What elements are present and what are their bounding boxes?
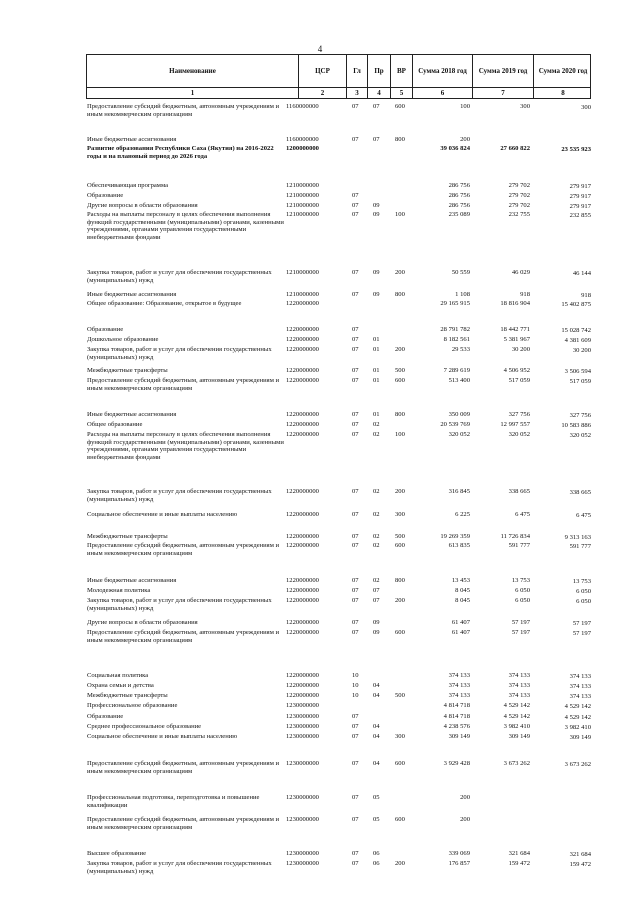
row-gl: 07 xyxy=(352,367,359,374)
header-sum-2019: Сумма 2019 год xyxy=(473,55,534,87)
row-pr: 02 xyxy=(373,488,380,495)
row-pr: 06 xyxy=(373,850,380,857)
row-sum-2020: 300 xyxy=(581,104,591,111)
row-pr: 09 xyxy=(373,202,380,209)
row-name: Другие вопросы в области образования xyxy=(87,202,198,209)
row-csr: 1230000000 xyxy=(286,816,319,823)
row-pr: 09 xyxy=(373,291,380,298)
row-name: Общее образование xyxy=(87,421,143,428)
row-sum-2018: 28 791 782 xyxy=(440,326,470,333)
row-pr: 01 xyxy=(373,367,380,374)
row-vr: 200 xyxy=(395,597,405,604)
row-sum-2019: 232 755 xyxy=(508,211,530,218)
header-vr: ВР xyxy=(391,55,413,87)
row-name: Обеспечивающая программа xyxy=(87,182,169,189)
row-gl: 07 xyxy=(352,411,359,418)
row-sum-2020: 9 313 163 xyxy=(564,534,591,541)
row-sum-2020: 6 475 xyxy=(576,512,591,519)
row-name: Межбюджетные трансферты xyxy=(87,692,168,699)
row-sum-2018: 200 xyxy=(460,136,470,143)
row-gl: 10 xyxy=(352,692,359,699)
row-gl: 07 xyxy=(352,794,359,801)
table-header xyxy=(86,54,591,88)
row-vr: 800 xyxy=(395,411,405,418)
row-pr: 04 xyxy=(373,760,380,767)
row-pr: 02 xyxy=(373,421,380,428)
row-pr: 05 xyxy=(373,794,380,801)
row-sum-2020: 4 529 142 xyxy=(564,714,591,721)
row-sum-2019: 46 029 xyxy=(511,269,530,276)
header-num-7: 7 xyxy=(473,87,534,98)
header-csr: ЦСР xyxy=(299,55,347,87)
row-pr: 01 xyxy=(373,346,380,353)
row-sum-2018: 8 182 561 xyxy=(443,336,470,343)
row-sum-2019: 591 777 xyxy=(508,542,530,549)
row-sum-2020: 46 144 xyxy=(572,270,591,277)
row-vr: 600 xyxy=(395,542,405,549)
row-csr: 1220000000 xyxy=(286,587,319,594)
row-gl: 10 xyxy=(352,682,359,689)
row-sum-2020: 338 665 xyxy=(569,489,591,496)
row-sum-2018: 350 009 xyxy=(448,411,470,418)
row-name: Иные бюджетные ассигнования xyxy=(87,291,177,298)
row-sum-2018: 8 045 xyxy=(455,597,470,604)
row-vr: 800 xyxy=(395,136,405,143)
row-name: Образование xyxy=(87,713,124,720)
row-pr: 07 xyxy=(373,587,380,594)
row-name: Предоставление субсидий бюджетным, автономным учреждениям и иным некоммерческим организациям xyxy=(87,629,280,644)
row-pr: 02 xyxy=(373,511,380,518)
row-sum-2020: 15 402 875 xyxy=(561,301,591,308)
row-vr: 600 xyxy=(395,760,405,767)
row-name: Профессиональное образование xyxy=(87,702,178,709)
row-csr: 1220000000 xyxy=(286,682,319,689)
row-sum-2018: 316 845 xyxy=(448,488,470,495)
row-name: Профессиональная подготовка, переподготовка и повышение квалификации xyxy=(87,794,260,809)
row-sum-2018: 1 108 xyxy=(455,291,470,298)
row-gl: 07 xyxy=(352,860,359,867)
row-csr: 1220000000 xyxy=(286,577,319,584)
row-sum-2018: 7 289 619 xyxy=(443,367,470,374)
row-csr: 1160000000 xyxy=(286,136,319,143)
row-sum-2018: 286 756 xyxy=(448,192,470,199)
header-num-8: 8 xyxy=(561,88,565,97)
row-gl: 07 xyxy=(352,533,359,540)
row-sum-2018: 4 238 576 xyxy=(443,723,470,730)
row-vr: 600 xyxy=(395,816,405,823)
row-pr: 01 xyxy=(373,377,380,384)
row-gl: 07 xyxy=(352,103,359,110)
row-sum-2019: 57 197 xyxy=(511,629,530,636)
row-sum-2020: 13 753 xyxy=(572,578,591,585)
row-csr: 1210000000 xyxy=(286,269,319,276)
row-gl: 07 xyxy=(352,202,359,209)
row-vr: 300 xyxy=(395,733,405,740)
row-sum-2020: 517 059 xyxy=(569,378,591,385)
row-sum-2020: 57 197 xyxy=(572,620,591,627)
row-gl: 07 xyxy=(352,760,359,767)
row-sum-2018: 309 149 xyxy=(448,733,470,740)
row-sum-2019: 12 997 557 xyxy=(500,421,530,428)
row-name: Предоставление субсидий бюджетным, автономным учреждениям и иным некоммерческим организациям xyxy=(87,377,280,392)
row-sum-2020: 4 529 142 xyxy=(564,703,591,710)
row-sum-2019: 327 756 xyxy=(508,411,530,418)
row-sum-2018: 61 407 xyxy=(451,629,470,636)
row-csr: 1220000000 xyxy=(286,542,319,549)
row-csr: 1210000000 xyxy=(286,211,319,218)
row-sum-2018: 19 269 359 xyxy=(440,533,470,540)
row-pr: 09 xyxy=(373,211,380,218)
row-sum-2019: 374 133 xyxy=(508,682,530,689)
row-gl: 07 xyxy=(352,136,359,143)
row-csr: 1220000000 xyxy=(286,431,319,438)
row-gl: 07 xyxy=(352,597,359,604)
row-gl: 07 xyxy=(352,377,359,384)
row-name: Другие вопросы в области образования xyxy=(87,619,198,626)
row-sum-2019: 18 442 771 xyxy=(500,326,530,333)
row-csr: 1210000000 xyxy=(286,291,319,298)
row-name: Расходы на выплаты персоналу в целях обеспечения выполнения функций государственными (муниципальными) органами, казенными учреждениями, органами управления государственными внебюджетными фондами xyxy=(87,211,284,241)
row-sum-2020: 279 917 xyxy=(569,183,591,190)
row-sum-2020: 374 133 xyxy=(569,693,591,700)
row-gl: 07 xyxy=(352,346,359,353)
row-sum-2019: 6 475 xyxy=(515,511,530,518)
header-num-4: 4 xyxy=(368,87,391,98)
row-csr: 1230000000 xyxy=(286,760,319,767)
row-sum-2018: 8 045 xyxy=(455,587,470,594)
row-name: Закупка товаров, работ и услуг для обеспечения государственных (муниципальных) нужд xyxy=(87,346,272,361)
row-csr: 1230000000 xyxy=(286,702,319,709)
header-sum-2018: Сумма 2018 год xyxy=(413,55,473,87)
row-csr: 1220000000 xyxy=(286,300,319,307)
row-vr: 200 xyxy=(395,346,405,353)
row-name: Социальное обеспечение и иные выплаты населению xyxy=(87,511,238,518)
row-sum-2020: 374 133 xyxy=(569,673,591,680)
row-sum-2019: 4 506 952 xyxy=(503,367,530,374)
row-sum-2018: 513 400 xyxy=(448,377,470,384)
row-name: Социальное обеспечение и иные выплаты населению xyxy=(87,733,238,740)
row-name: Дошкольное образование xyxy=(87,336,159,343)
header-num-2: 2 xyxy=(299,87,347,98)
row-sum-2020: 918 xyxy=(581,292,591,299)
row-vr: 800 xyxy=(395,291,405,298)
header-num-6: 6 xyxy=(413,87,473,98)
row-vr: 200 xyxy=(395,488,405,495)
row-pr: 02 xyxy=(373,542,380,549)
row-sum-2019: 300 xyxy=(520,103,530,110)
row-pr: 05 xyxy=(373,816,380,823)
row-sum-2019: 309 149 xyxy=(508,733,530,740)
row-gl: 07 xyxy=(352,211,359,218)
row-csr: 1220000000 xyxy=(286,411,319,418)
row-sum-2020: 10 583 886 xyxy=(561,422,591,429)
row-name: Социальная политика xyxy=(87,672,149,679)
row-sum-2018: 374 133 xyxy=(448,682,470,689)
row-vr: 500 xyxy=(395,367,405,374)
row-gl: 07 xyxy=(352,336,359,343)
row-sum-2018: 29 533 xyxy=(451,346,470,353)
row-gl: 07 xyxy=(352,713,359,720)
row-gl: 07 xyxy=(352,629,359,636)
row-csr: 1220000000 xyxy=(286,533,319,540)
row-name: Образование xyxy=(87,326,124,333)
row-sum-2019: 4 529 142 xyxy=(503,702,530,709)
row-sum-2019: 374 133 xyxy=(508,692,530,699)
row-sum-2019: 279 702 xyxy=(508,192,530,199)
row-sum-2020: 3 506 594 xyxy=(564,368,591,375)
row-csr: 1220000000 xyxy=(286,336,319,343)
row-name: Предоставление субсидий бюджетным, автономным учреждениям и иным некоммерческим организациям xyxy=(87,542,280,557)
row-pr: 02 xyxy=(373,577,380,584)
row-sum-2019: 159 472 xyxy=(508,860,530,867)
row-sum-2019: 279 702 xyxy=(508,202,530,209)
row-sum-2020: 4 381 609 xyxy=(564,337,591,344)
row-sum-2018: 374 133 xyxy=(448,672,470,679)
row-csr: 1220000000 xyxy=(286,367,319,374)
row-name: Иные бюджетные ассигнования xyxy=(87,577,177,584)
row-sum-2020: 30 200 xyxy=(572,347,591,354)
row-csr: 1220000000 xyxy=(286,511,319,518)
table-header-numbers xyxy=(86,87,591,99)
row-vr: 300 xyxy=(395,511,405,518)
row-sum-2018: 13 453 xyxy=(451,577,470,584)
row-sum-2019: 18 816 904 xyxy=(500,300,530,307)
row-pr: 04 xyxy=(373,692,380,699)
row-sum-2019: 3 982 410 xyxy=(503,723,530,730)
row-name: Предоставление субсидий бюджетным, автономным учреждениям и иным некоммерческим организациям xyxy=(87,816,280,831)
row-vr: 500 xyxy=(395,533,405,540)
row-pr: 09 xyxy=(373,269,380,276)
row-csr: 1210000000 xyxy=(286,192,319,199)
header-gl: Гл xyxy=(347,55,368,87)
row-name: Закупка товаров, работ и услуг для обеспечения государственных (муниципальных) нужд xyxy=(87,597,272,612)
row-name: Закупка товаров, работ и услуг для обеспечения государственных (муниципальных) нужд xyxy=(87,269,272,284)
row-gl: 07 xyxy=(352,733,359,740)
row-sum-2019: 279 702 xyxy=(508,182,530,189)
row-name: Расходы на выплаты персоналу в целях обеспечения выполнения функций государственными (муниципальными) органами, казенными учреждениями, органами управления государственными внебюджетными фондами xyxy=(87,431,284,461)
row-sum-2018: 3 929 428 xyxy=(443,760,470,767)
row-csr: 1220000000 xyxy=(286,326,319,333)
row-csr: 1220000000 xyxy=(286,597,319,604)
row-pr: 06 xyxy=(373,860,380,867)
row-gl: 07 xyxy=(352,511,359,518)
row-gl: 07 xyxy=(352,192,359,199)
row-csr: 1230000000 xyxy=(286,850,319,857)
row-name: Высшее образование xyxy=(87,850,147,857)
row-sum-2020: 15 028 742 xyxy=(561,327,591,334)
row-csr: 1220000000 xyxy=(286,692,319,699)
row-sum-2019: 6 050 xyxy=(515,597,530,604)
row-vr: 800 xyxy=(395,577,405,584)
row-csr: 1230000000 xyxy=(286,860,319,867)
row-vr: 600 xyxy=(395,629,405,636)
row-sum-2018: 339 069 xyxy=(448,850,470,857)
row-name: Развитие образования Республики Саха (Якутия) на 2016-2022 годы и на плановый период до 2026 года xyxy=(87,145,274,160)
page-number: 4 xyxy=(317,44,323,54)
row-sum-2019: 374 133 xyxy=(508,672,530,679)
row-sum-2018: 200 xyxy=(460,816,470,823)
row-sum-2020: 309 149 xyxy=(569,734,591,741)
row-sum-2018: 235 089 xyxy=(448,211,470,218)
row-name: Предоставление субсидий бюджетным, автономным учреждениям и иным некоммерческим организациям xyxy=(87,760,280,775)
row-name: Охрана семьи и детства xyxy=(87,682,154,689)
row-vr: 600 xyxy=(395,377,405,384)
row-sum-2018: 50 559 xyxy=(451,269,470,276)
row-name: Межбюджетные трансферты xyxy=(87,533,168,540)
row-sum-2019: 320 052 xyxy=(508,431,530,438)
row-gl: 07 xyxy=(352,326,359,333)
row-sum-2020: 232 855 xyxy=(569,212,591,219)
row-csr: 1220000000 xyxy=(286,619,319,626)
row-csr: 1230000000 xyxy=(286,713,319,720)
row-sum-2020: 320 052 xyxy=(569,432,591,439)
row-sum-2020: 321 684 xyxy=(569,851,591,858)
row-sum-2018: 613 835 xyxy=(448,542,470,549)
row-sum-2019: 13 753 xyxy=(511,577,530,584)
row-gl: 07 xyxy=(352,431,359,438)
row-sum-2019: 338 665 xyxy=(508,488,530,495)
row-sum-2018: 176 857 xyxy=(448,860,470,867)
header-pr: Пр xyxy=(368,55,391,87)
row-pr: 07 xyxy=(373,136,380,143)
row-gl: 07 xyxy=(352,577,359,584)
row-sum-2018: 200 xyxy=(460,794,470,801)
row-sum-2020: 6 050 xyxy=(576,588,591,595)
row-name: Среднее профессиональное образование xyxy=(87,723,202,730)
row-sum-2020: 374 133 xyxy=(569,683,591,690)
row-sum-2020: 279 917 xyxy=(569,193,591,200)
row-pr: 01 xyxy=(373,411,380,418)
row-pr: 07 xyxy=(373,103,380,110)
row-sum-2019: 4 529 142 xyxy=(503,713,530,720)
row-sum-2019: 3 673 262 xyxy=(503,760,530,767)
row-sum-2019: 321 684 xyxy=(508,850,530,857)
row-vr: 500 xyxy=(395,692,405,699)
row-name: Межбюджетные трансферты xyxy=(87,367,168,374)
row-pr: 04 xyxy=(373,723,380,730)
row-sum-2018: 286 756 xyxy=(448,202,470,209)
row-vr: 200 xyxy=(395,860,405,867)
row-pr: 04 xyxy=(373,733,380,740)
row-vr: 200 xyxy=(395,269,405,276)
row-csr: 1220000000 xyxy=(286,629,319,636)
row-csr: 1210000000 xyxy=(286,182,319,189)
row-sum-2019: 57 197 xyxy=(511,619,530,626)
row-gl: 10 xyxy=(352,672,359,679)
row-csr: 1220000000 xyxy=(286,488,319,495)
row-sum-2018: 100 xyxy=(460,103,470,110)
row-sum-2018: 29 165 915 xyxy=(440,300,470,307)
row-sum-2020: 591 777 xyxy=(569,543,591,550)
row-sum-2019: 27 660 822 xyxy=(500,145,530,152)
row-vr: 100 xyxy=(395,211,405,218)
row-sum-2020: 327 756 xyxy=(569,412,591,419)
row-pr: 02 xyxy=(373,431,380,438)
row-sum-2019: 517 059 xyxy=(508,377,530,384)
row-name: Образование xyxy=(87,192,124,199)
row-csr: 1230000000 xyxy=(286,723,319,730)
row-sum-2020: 6 050 xyxy=(576,598,591,605)
row-sum-2019: 6 050 xyxy=(515,587,530,594)
row-name: Иные бюджетные ассигнования xyxy=(87,136,177,143)
row-gl: 07 xyxy=(352,587,359,594)
row-sum-2018: 4 814 718 xyxy=(443,702,470,709)
row-pr: 07 xyxy=(373,597,380,604)
row-csr: 1230000000 xyxy=(286,794,319,801)
row-pr: 09 xyxy=(373,629,380,636)
row-sum-2020: 279 917 xyxy=(569,203,591,210)
row-sum-2020: 57 197 xyxy=(572,630,591,637)
row-name: Общее образование: Образование, открытое в будущее xyxy=(87,300,242,307)
row-csr: 1220000000 xyxy=(286,346,319,353)
row-sum-2019: 11 726 834 xyxy=(500,533,530,540)
row-gl: 07 xyxy=(352,421,359,428)
row-vr: 100 xyxy=(395,431,405,438)
row-csr: 1210000000 xyxy=(286,202,319,209)
row-gl: 07 xyxy=(352,269,359,276)
row-gl: 07 xyxy=(352,723,359,730)
row-csr: 1220000000 xyxy=(286,377,319,384)
row-name: Закупка товаров, работ и услуг для обеспечения государственных (муниципальных) нужд xyxy=(87,860,272,875)
row-csr: 1220000000 xyxy=(286,421,319,428)
row-gl: 07 xyxy=(352,488,359,495)
row-sum-2018: 61 407 xyxy=(451,619,470,626)
row-csr: 1220000000 xyxy=(286,672,319,679)
row-pr: 02 xyxy=(373,533,380,540)
row-name: Иные бюджетные ассигнования xyxy=(87,411,177,418)
row-pr: 04 xyxy=(373,682,380,689)
row-gl: 07 xyxy=(352,816,359,823)
row-name: Предоставление субсидий бюджетным, автономным учреждениям и иным некоммерческим организациям xyxy=(87,103,280,118)
header-sum-2020: Сумма 2020 год xyxy=(538,67,588,75)
row-vr: 600 xyxy=(395,103,405,110)
row-gl: 07 xyxy=(352,619,359,626)
row-csr: 1160000000 xyxy=(286,103,319,110)
row-gl: 07 xyxy=(352,542,359,549)
row-name: Закупка товаров, работ и услуг для обеспечения государственных (муниципальных) нужд xyxy=(87,488,272,503)
row-gl: 07 xyxy=(352,850,359,857)
row-sum-2018: 20 539 769 xyxy=(440,421,470,428)
row-sum-2020: 159 472 xyxy=(569,861,591,868)
header-num-3: 3 xyxy=(347,87,368,98)
row-sum-2018: 4 814 718 xyxy=(443,713,470,720)
row-sum-2020: 3 673 262 xyxy=(564,761,591,768)
row-csr: 1200000000 xyxy=(286,145,319,152)
row-sum-2018: 6 225 xyxy=(455,511,470,518)
row-sum-2018: 286 756 xyxy=(448,182,470,189)
header-num-1: 1 xyxy=(87,87,299,98)
row-pr: 09 xyxy=(373,619,380,626)
row-sum-2018: 320 052 xyxy=(448,431,470,438)
row-pr: 01 xyxy=(373,336,380,343)
row-sum-2018: 39 036 824 xyxy=(440,145,470,152)
row-sum-2019: 30 200 xyxy=(511,346,530,353)
header-name: Наименование xyxy=(87,55,299,87)
row-sum-2020: 23 535 923 xyxy=(561,146,591,153)
row-sum-2020: 3 982 410 xyxy=(564,724,591,731)
header-num-5: 5 xyxy=(391,87,413,98)
row-gl: 07 xyxy=(352,291,359,298)
row-sum-2019: 918 xyxy=(520,291,530,298)
row-sum-2018: 374 133 xyxy=(448,692,470,699)
row-sum-2019: 5 381 967 xyxy=(503,336,530,343)
row-csr: 1230000000 xyxy=(286,733,319,740)
row-name: Молодежная политика xyxy=(87,587,151,594)
